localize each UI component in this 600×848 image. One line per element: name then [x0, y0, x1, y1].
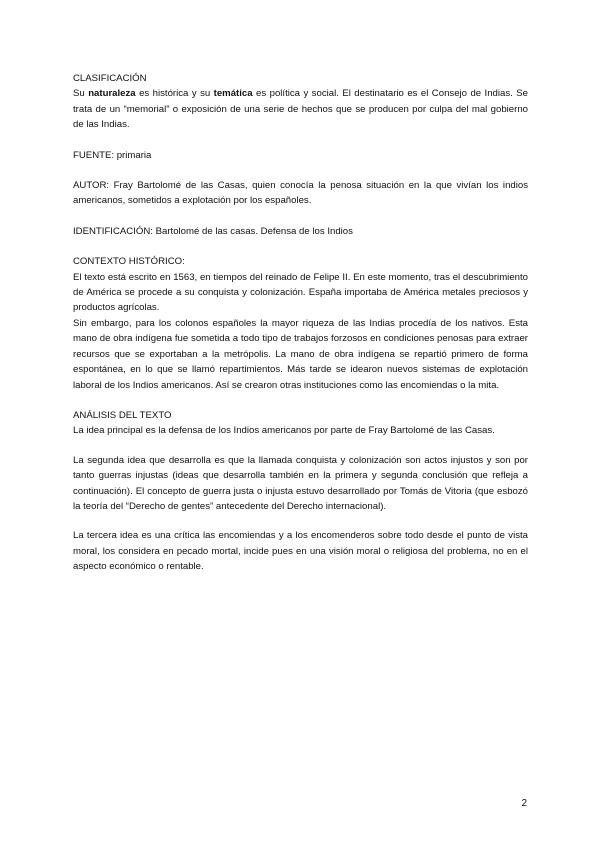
analisis-paragraph-3: La tercera idea es una crítica las encomiendas y a los encomenderos sobre todo desde el punto de vista moral, los considera en pecado mortal, incide pues en una visión moral o religiosa del problema, no en el aspecto económico o rentable.: [73, 530, 528, 573]
identificacion-line: IDENTIFICACIÓN: Bartolomé de las casas. Defensa de los Indios: [73, 225, 353, 237]
analisis-section: [73, 408, 528, 575]
contexto-heading: CONTEXTO HISTÓRICO:: [73, 256, 185, 268]
contexto-paragraph-1: El texto está escrito en 1563, en tiempos del reinado de Felipe II. En este momento, tras el descubrimiento de América se procede a su conquista y colonización. España importaba de América metales preciosos y productos agrícolas.: [73, 271, 528, 314]
analisis-paragraph-1: La idea principal es la defensa de los Indios americanos por parte de Fray Bartolomé de las Casas.: [73, 425, 495, 437]
document-page: [73, 71, 528, 575]
clasificacion-paragraph: Su naturaleza es histórica y su temática es política y social. El destinatario es el Consejo de Indias. Se trata de un “memorial” o exposición de una serie de hechos que se producen por culpa del mal gobierno de las Indias.: [73, 88, 529, 131]
analisis-paragraph-2: La segunda idea que desarrolla es que la llamada conquista y colonización son actos injustos y son por tanto guerras injustas (ideas que desarrolla también en la primera y segunda conclusión que refleja a continuación). El concepto de guerra justa o injusta estuvo desarrollado por Tomás de Vitoria (que esbozó la teoría del “Derecho de gentes” antecedente del Derecho internacional).: [73, 454, 528, 512]
naturaleza-term: naturaleza: [88, 88, 136, 100]
analisis-heading: ANÁLISIS DEL TEXTO: [73, 409, 172, 421]
clasificacion-section: [73, 71, 528, 133]
fuente-line: FUENTE: primaria: [73, 149, 152, 161]
contexto-section: [73, 254, 528, 393]
page-number: 2: [521, 798, 527, 809]
clasificacion-heading: CLASIFICACIÓN: [73, 73, 147, 84]
contexto-paragraph-2: Sin embargo, para los colonos españoles la mayor riqueza de las Indias procedía de los nativos. Esta mano de obra indígena fue sometida a todo tipo de trabajos forzosos en condiciones penosas para extraer recursos que se exportaban a la metrópolis. La mano de obra indígena se repartió primero de forma espontánea, en lo que se llamó repartimientos. Más tarde se idearon nuevos sistemas de explotación laboral de los Indios americanos. Así se crearon otras instituciones como las encomiendas o la mita.: [73, 317, 528, 391]
autor-paragraph: AUTOR: Fray Bartolomé de las Casas, quien conocía la penosa situación en la que vivían los indios americanos, sometidos a explotación por los españoles.: [73, 180, 528, 207]
tematica-term: temática: [213, 88, 253, 100]
